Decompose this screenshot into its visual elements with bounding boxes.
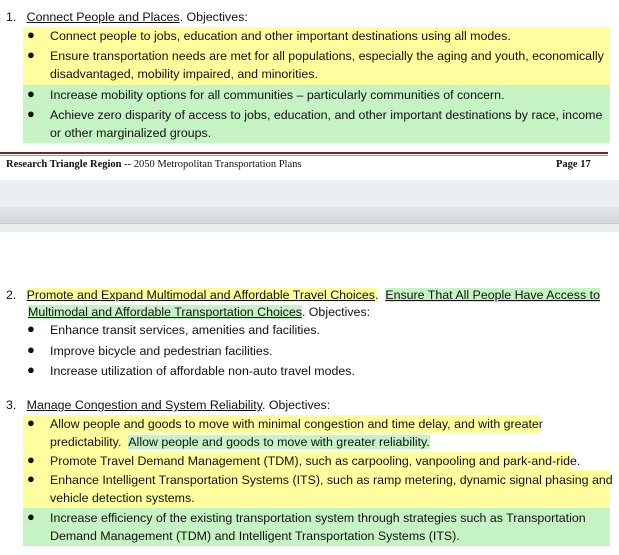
goal-2-title-part2-cont: Multimodal and Affordable Transportation Choices [28, 305, 302, 319]
objective-2-1: Enhance transit services, amenities and facilities. [50, 323, 320, 337]
objective-1-4-line1: Achieve zero disparity of access to jobs, education, and other important destinations by race, income [50, 108, 603, 122]
goal-2-title-part2: Ensure That All People Have Access to [385, 288, 600, 302]
objective-2-3: Increase utilization of affordable non-auto travel modes. [50, 364, 355, 378]
page-gap [0, 180, 619, 232]
page-gap-edge [0, 223, 619, 224]
footer-rule-thin [0, 155, 608, 156]
document-page-bottom [0, 232, 619, 555]
goal-1-heading [6, 8, 248, 26]
objective-1-2-line2: disadvantaged, mobility impaired, and minorities. [50, 67, 318, 81]
objective-3-3-line2: vehicle detection systems. [50, 491, 195, 505]
objective-3-4-line2: Demand Management (TDM) and Intelligent Transportation Systems (ITS). [50, 529, 460, 543]
goal-2-suffix: . Objectives: [301, 305, 371, 319]
goal-number: 3. [6, 398, 17, 412]
footer-region: Research Triangle Region [6, 159, 122, 170]
objective-1-2-line1: Ensure transportation needs are met for all populations, especially the aging and youth, economically [50, 49, 604, 63]
bullet-icon: ● [27, 362, 35, 377]
bullet-icon: ● [27, 321, 35, 336]
footer-plan: -- 2050 Metropolitan Transportation Plans [121, 159, 302, 170]
bullet-icon: ● [27, 27, 35, 42]
objective-1-4-line2: or other marginalized groups. [50, 126, 212, 140]
goal-3-suffix: . Objectives: [262, 398, 331, 412]
objective-1-3: Increase mobility options for all communities – particularly communities of concern. [50, 88, 505, 102]
page-number: Page 17 [556, 159, 591, 170]
document-page-top [0, 0, 619, 180]
objective-3-3-line1: Enhance Intelligent Transportation Systems (ITS), such as ramp metering, dynamic signal phasing and [50, 473, 613, 487]
bullet-icon: ● [27, 415, 35, 430]
goal-2-title-part1: Promote and Expand Multimodal and Affordable Travel Choices [26, 288, 375, 302]
goal-2-heading [6, 286, 600, 304]
goal-3-title: Manage Congestion and System Reliability [26, 398, 262, 412]
page-gap-shadow [0, 207, 619, 224]
objective-2-2: Improve bicycle and pedestrian facilities. [50, 344, 273, 358]
objective-1-1: Connect people to jobs, education and other important destinations using all modes. [50, 29, 511, 43]
bullet-icon: ● [27, 452, 35, 467]
goal-2-title-sep: . [374, 288, 379, 302]
objective-3-1-tail: predictability. [50, 435, 122, 449]
bullet-icon: ● [27, 47, 35, 62]
bullet-icon: ● [27, 106, 35, 121]
page-footer [6, 158, 301, 172]
objective-3-1-line2 [50, 433, 430, 451]
objective-3-1-added: Allow people and goods to move with greater reliability. [128, 435, 430, 449]
objective-3-2: Promote Travel Demand Management (TDM), such as carpooling, vanpooling and park-and-ride. [50, 454, 581, 468]
bullet-icon: ● [27, 86, 35, 101]
bullet-icon: ● [27, 342, 35, 357]
goal-2-heading-line2 [28, 303, 370, 321]
goal-3-heading [6, 396, 330, 414]
bullet-icon: ● [27, 471, 35, 486]
bullet-icon: ● [27, 509, 35, 524]
goal-1-suffix: . Objectives: [179, 10, 248, 24]
goal-number: 1. [6, 10, 17, 24]
objective-3-4-line1: Increase efficiency of the existing transportation system through strategies such as Transportation [50, 511, 586, 525]
goal-number: 2. [6, 288, 17, 302]
goal-1-title: Connect People and Places [26, 10, 180, 24]
footer-rule [0, 152, 608, 154]
objective-3-1-line1: Allow people and goods to move with minimal congestion and time delay, and with greater [50, 417, 543, 431]
